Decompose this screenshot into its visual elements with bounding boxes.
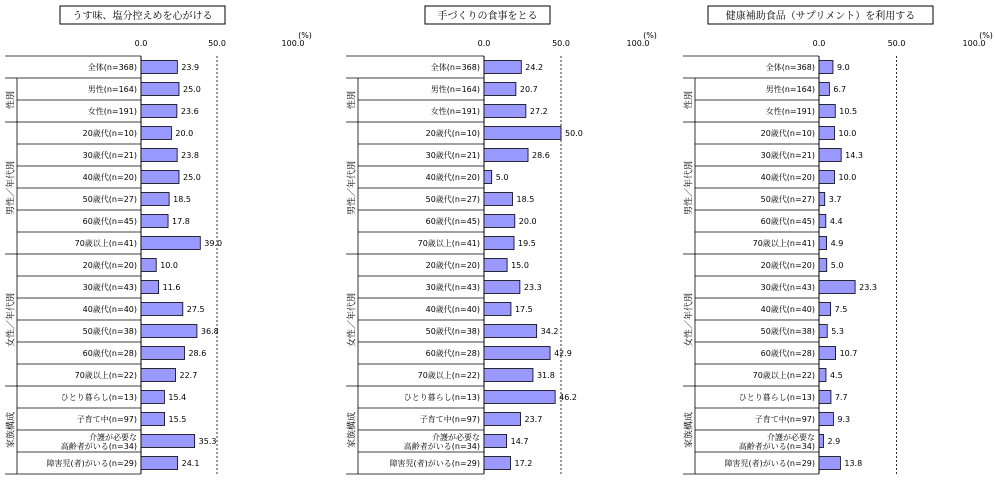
panel-3-bar-11 xyxy=(819,303,831,316)
panel-2-category-label-16: 子育て中(n=97) xyxy=(419,415,480,424)
panel-3-bar-1 xyxy=(819,83,829,96)
panel-1-value-label-1: 25.0 xyxy=(183,85,201,94)
panel-2-value-label-17: 14.7 xyxy=(510,437,529,446)
panel-2-category-label-11: 40歳代(n=40) xyxy=(425,305,480,314)
panel-1-category-label-5: 40歳代(n=20) xyxy=(82,173,137,182)
panel-2-bar-10 xyxy=(484,281,520,294)
panel-2-bar-15 xyxy=(484,391,555,404)
panel-2-category-label-14: 70歳以上(n=22) xyxy=(417,371,480,380)
panel-1-bar-8 xyxy=(141,237,200,250)
panel-2-category-label-13: 60歳代(n=28) xyxy=(425,349,480,358)
panel-3-category-label-5: 40歳代(n=20) xyxy=(760,173,815,182)
panel-2-bar-5 xyxy=(484,171,492,184)
panel-1-bar-5 xyxy=(141,171,179,184)
panel-1-tick-label-2: 100.0 xyxy=(281,39,305,48)
panel-1-tick-label-1: 50.0 xyxy=(208,39,226,48)
panel-3-bar-0 xyxy=(819,61,833,74)
panel-1-value-label-15: 15.4 xyxy=(168,393,187,402)
panel-2-bar-16 xyxy=(484,413,520,426)
panel-2-value-label-8: 19.5 xyxy=(518,239,536,248)
panel-2-bar-12 xyxy=(484,325,537,338)
panel-1-unit-label: (%) xyxy=(298,31,312,40)
panel-1-bar-11 xyxy=(141,303,183,316)
panel-1-bar-17 xyxy=(141,435,195,448)
panel-3-bar-12 xyxy=(819,325,827,338)
panel-3-value-label-17: 2.9 xyxy=(827,437,841,446)
panel-2-category-label-8: 70歳以上(n=41) xyxy=(417,239,480,248)
panel-1-bar-18 xyxy=(141,457,178,470)
panel-3-value-label-3: 10.0 xyxy=(838,129,857,138)
panel-3-category-label-16: 子育て中(n=97) xyxy=(754,415,815,424)
panel-2-value-label-1: 20.7 xyxy=(519,85,538,94)
panel-2-group-label-0: 性別 xyxy=(347,90,358,110)
panel-3-title: 健康補助食品（サプリメント）を利用する xyxy=(725,11,916,22)
panel-3-bar-6 xyxy=(819,193,825,206)
panel-3-bar-10 xyxy=(819,281,855,294)
panel-2-category-label-1: 男性(n=164) xyxy=(430,85,480,94)
panel-1-category-label-17-line-2: 高齢者がいる(n=34) xyxy=(60,442,137,451)
panel-2-title: 手づくりの食事をとる xyxy=(437,11,538,22)
panel-3-group-label-2: 女性／年代別 xyxy=(684,292,695,348)
panel-2-bar-14 xyxy=(484,369,533,382)
panel-3-value-label-18: 13.8 xyxy=(844,459,863,468)
panel-3-category-label-10: 30歳代(n=43) xyxy=(760,283,815,292)
panel-1-value-label-0: 23.9 xyxy=(181,63,200,72)
panel-2-bar-13 xyxy=(484,347,550,360)
panel-1-value-label-10: 11.6 xyxy=(162,283,181,292)
panel-1-bar-1 xyxy=(141,83,179,96)
panel-1-category-label-14: 70歳以上(n=22) xyxy=(74,371,137,380)
panel-2-category-label-7: 60歳代(n=45) xyxy=(425,217,480,226)
panel-2-value-label-13: 42.9 xyxy=(554,349,572,358)
panel-2-unit-label: (%) xyxy=(643,31,657,40)
panel-1-value-label-9: 10.0 xyxy=(160,261,179,270)
panel-3-value-label-7: 4.4 xyxy=(829,217,843,226)
panel-1-bar-0 xyxy=(141,61,177,74)
panel-2-bar-8 xyxy=(484,237,514,250)
panel-3-tick-label-1: 50.0 xyxy=(887,39,906,48)
panel-2-category-label-6: 50歳代(n=27) xyxy=(425,195,480,204)
panel-1-value-label-5: 25.0 xyxy=(183,173,201,182)
panel-2-value-label-14: 31.8 xyxy=(536,371,555,380)
panel-3-category-label-18: 障害児(者)がいる(n=29) xyxy=(724,459,815,468)
panel-3-category-label-0: 全体(n=368) xyxy=(765,63,815,72)
panel-2-value-label-5: 5.0 xyxy=(495,173,509,182)
panel-1-category-label-13: 60歳代(n=28) xyxy=(82,349,137,358)
panel-2-value-label-18: 17.2 xyxy=(514,459,533,468)
panel-1-category-label-7: 60歳代(n=45) xyxy=(82,217,137,226)
panel-3-tick-label-2: 100.0 xyxy=(962,39,986,48)
panel-3-category-label-2: 女性(n=191) xyxy=(765,107,815,116)
panel-1-category-label-3: 20歳代(n=10) xyxy=(82,129,137,138)
panel-1-bar-4 xyxy=(141,149,177,162)
panel-2-category-label-9: 20歳代(n=20) xyxy=(425,261,480,270)
panel-2-category-label-15: ひとり暮らし(n=13) xyxy=(403,393,480,402)
panel-1-category-label-17-line-1: 介護が必要な xyxy=(89,433,137,442)
panel-3-category-label-15: ひとり暮らし(n=13) xyxy=(738,393,815,402)
panel-3-value-label-4: 14.3 xyxy=(845,151,863,160)
panel-2-bar-11 xyxy=(484,303,511,316)
panel-2-category-label-5: 40歳代(n=20) xyxy=(425,173,480,182)
panel-1-bar-6 xyxy=(141,193,169,206)
panel-2-value-label-4: 28.6 xyxy=(532,151,550,160)
panel-1-group-label-1: 男性／年代別 xyxy=(6,160,17,216)
panel-2-category-label-4: 30歳代(n=21) xyxy=(425,151,480,160)
panel-3-value-label-11: 7.5 xyxy=(834,305,848,314)
panel-2-category-label-0: 全体(n=368) xyxy=(430,63,480,72)
panel-1-category-label-6: 50歳代(n=27) xyxy=(82,195,137,204)
panel-2-value-label-7: 20.0 xyxy=(518,217,537,226)
panel-3-value-label-9: 5.0 xyxy=(830,261,844,270)
panel-1-value-label-11: 27.5 xyxy=(186,305,205,314)
panel-2-category-label-12: 50歳代(n=38) xyxy=(425,327,480,336)
panel-1-category-label-12: 50歳代(n=38) xyxy=(82,327,137,336)
panel-1-bar-9 xyxy=(141,259,156,272)
panel-2-group-label-3: 家族構成 xyxy=(347,411,358,449)
panel-1-title: うす味、塩分控えめを心がける xyxy=(72,11,213,22)
panel-1-value-label-14: 22.7 xyxy=(179,371,198,380)
panel-2-bar-1 xyxy=(484,83,516,96)
panel-3-bar-16 xyxy=(819,413,833,426)
panel-1-group-label-0: 性別 xyxy=(6,90,17,110)
panel-2-value-label-3: 50.0 xyxy=(565,129,583,138)
panel-3-bar-2 xyxy=(819,105,835,118)
panel-3-group-label-3: 家族構成 xyxy=(684,411,695,449)
panel-2-value-label-11: 17.5 xyxy=(514,305,533,314)
panel-1-bar-16 xyxy=(141,413,165,426)
panel-3-bar-7 xyxy=(819,215,826,228)
panel-1-value-label-6: 18.5 xyxy=(173,195,191,204)
panel-1-category-label-4: 30歳代(n=21) xyxy=(82,151,137,160)
panel-3-bar-9 xyxy=(819,259,827,272)
panel-1-group-label-3: 家族構成 xyxy=(6,411,17,449)
panel-2-bar-18 xyxy=(484,457,510,470)
panel-2-tick-label-0: 0.0 xyxy=(477,39,491,48)
panel-1-bar-7 xyxy=(141,215,168,228)
panel-1-category-label-0: 全体(n=368) xyxy=(87,63,137,72)
panel-2-value-label-0: 24.2 xyxy=(525,63,544,72)
panel-1-value-label-4: 23.8 xyxy=(181,151,199,160)
panel-3-value-label-10: 23.3 xyxy=(859,283,877,292)
panel-3-category-label-11: 40歳代(n=40) xyxy=(760,305,815,314)
panel-2-value-label-15: 46.2 xyxy=(559,393,577,402)
panel-3-value-label-13: 10.7 xyxy=(839,349,858,358)
panel-2-category-label-17-line-2: 高齢者がいる(n=34) xyxy=(403,442,480,451)
panel-2-bar-0 xyxy=(484,61,521,74)
panel-2-tick-label-2: 100.0 xyxy=(626,39,650,48)
panel-3-bar-15 xyxy=(819,391,831,404)
panel-2-value-label-2: 27.2 xyxy=(529,107,548,116)
panel-1-bar-3 xyxy=(141,127,171,140)
panel-1-bar-13 xyxy=(141,347,184,360)
panel-1-category-label-9: 20歳代(n=20) xyxy=(82,261,137,270)
panel-1-category-label-16: 子育て中(n=97) xyxy=(76,415,137,424)
panel-3-bar-3 xyxy=(819,127,835,140)
panel-1-bar-14 xyxy=(141,369,176,382)
panel-3-value-label-6: 3.7 xyxy=(828,195,842,204)
panel-1-value-label-16: 15.5 xyxy=(168,415,187,424)
panel-3-value-label-14: 4.5 xyxy=(829,371,843,380)
panel-1-value-label-7: 17.8 xyxy=(172,217,190,226)
panel-2-bar-4 xyxy=(484,149,528,162)
panel-2-bar-3 xyxy=(484,127,561,140)
panel-2-category-label-17-line-1: 介護が必要な xyxy=(432,433,480,442)
panel-3-bar-8 xyxy=(819,237,827,250)
panel-1-value-label-18: 24.1 xyxy=(181,459,200,468)
panel-2-tick-label-1: 50.0 xyxy=(552,39,570,48)
panel-1-bar-12 xyxy=(141,325,197,338)
panel-3-unit-label: (%) xyxy=(979,31,993,40)
panel-1-group-label-2: 女性／年代別 xyxy=(6,292,17,348)
panel-3-bar-14 xyxy=(819,369,826,382)
panel-3-bar-18 xyxy=(819,457,840,470)
panel-1-category-label-15: ひとり暮らし(n=13) xyxy=(60,393,137,402)
panel-3-category-label-14: 70歳以上(n=22) xyxy=(752,371,815,380)
panel-1-category-label-1: 男性(n=164) xyxy=(87,85,137,94)
panel-2-group-label-1: 男性／年代別 xyxy=(347,160,358,216)
panel-3-value-label-1: 6.7 xyxy=(833,85,847,94)
panel-3-category-label-8: 70歳以上(n=41) xyxy=(752,239,815,248)
panel-2-category-label-10: 30歳代(n=43) xyxy=(425,283,480,292)
panel-3-bar-5 xyxy=(819,171,835,184)
panel-3-value-label-16: 9.3 xyxy=(837,415,851,424)
panel-2-bar-6 xyxy=(484,193,512,206)
panel-1-value-label-13: 28.6 xyxy=(188,349,207,358)
panel-3-bar-17 xyxy=(819,435,823,448)
panel-3-bar-4 xyxy=(819,149,841,162)
panel-2-bar-9 xyxy=(484,259,507,272)
panel-2-value-label-12: 34.2 xyxy=(540,327,559,336)
panel-3-value-label-15: 7.7 xyxy=(834,393,848,402)
panel-2-value-label-10: 23.3 xyxy=(523,283,542,292)
panel-3-category-label-12: 50歳代(n=38) xyxy=(760,327,815,336)
panel-1-category-label-11: 40歳代(n=40) xyxy=(82,305,137,314)
panel-1-category-label-8: 70歳以上(n=41) xyxy=(74,239,137,248)
panel-3-value-label-12: 5.3 xyxy=(831,327,844,336)
panel-1-category-label-2: 女性(n=191) xyxy=(87,107,137,116)
panel-3-value-label-8: 4.9 xyxy=(830,239,844,248)
panel-2-bar-2 xyxy=(484,105,526,118)
panel-2-category-label-18: 障害児(者)がいる(n=29) xyxy=(389,459,480,468)
panel-3-category-label-9: 20歳代(n=20) xyxy=(760,261,815,270)
panel-1-value-label-8: 39.0 xyxy=(204,239,223,248)
panel-2-group-label-2: 女性／年代別 xyxy=(347,292,358,348)
panel-2-value-label-6: 18.5 xyxy=(516,195,535,204)
panel-3-category-label-13: 60歳代(n=28) xyxy=(760,349,815,358)
panel-3-group-label-1: 男性／年代別 xyxy=(684,160,695,216)
panel-3-group-label-0: 性別 xyxy=(684,90,695,110)
panel-1-tick-label-0: 0.0 xyxy=(134,39,148,48)
panel-1-category-label-18: 障害児(者)がいる(n=29) xyxy=(46,459,137,468)
panel-3-category-label-6: 50歳代(n=27) xyxy=(760,195,815,204)
panel-1-bar-15 xyxy=(141,391,164,404)
panel-3-category-label-17-line-2: 高齢者がいる(n=34) xyxy=(738,442,815,451)
panel-2-category-label-3: 20歳代(n=10) xyxy=(425,129,480,138)
panel-3-category-label-17-line-1: 介護が必要な xyxy=(767,433,815,442)
panel-2-bar-7 xyxy=(484,215,515,228)
panel-1-value-label-2: 23.6 xyxy=(180,107,199,116)
panel-3-bar-13 xyxy=(819,347,836,360)
panel-1-value-label-12: 36.8 xyxy=(200,327,219,336)
panel-3-value-label-5: 10.0 xyxy=(838,173,857,182)
panel-1-bar-10 xyxy=(141,281,159,294)
panel-3-category-label-3: 20歳代(n=10) xyxy=(760,129,815,138)
panel-3-value-label-0: 9.0 xyxy=(836,63,850,72)
panel-1-bar-2 xyxy=(141,105,177,118)
panel-1-value-label-17: 35.3 xyxy=(198,437,217,446)
panel-1-value-label-3: 20.0 xyxy=(175,129,194,138)
panel-3-tick-label-0: 0.0 xyxy=(812,39,826,48)
panel-2-category-label-2: 女性(n=191) xyxy=(430,107,480,116)
panel-2-value-label-9: 15.0 xyxy=(511,261,529,270)
panel-3-category-label-4: 30歳代(n=21) xyxy=(760,151,815,160)
panel-3-value-label-2: 10.5 xyxy=(839,107,858,116)
panel-3-category-label-1: 男性(n=164) xyxy=(765,85,815,94)
panel-1-category-label-10: 30歳代(n=43) xyxy=(82,283,137,292)
panel-2-value-label-16: 23.7 xyxy=(524,415,543,424)
panel-3-category-label-7: 60歳代(n=45) xyxy=(760,217,815,226)
panel-2-bar-17 xyxy=(484,435,507,448)
